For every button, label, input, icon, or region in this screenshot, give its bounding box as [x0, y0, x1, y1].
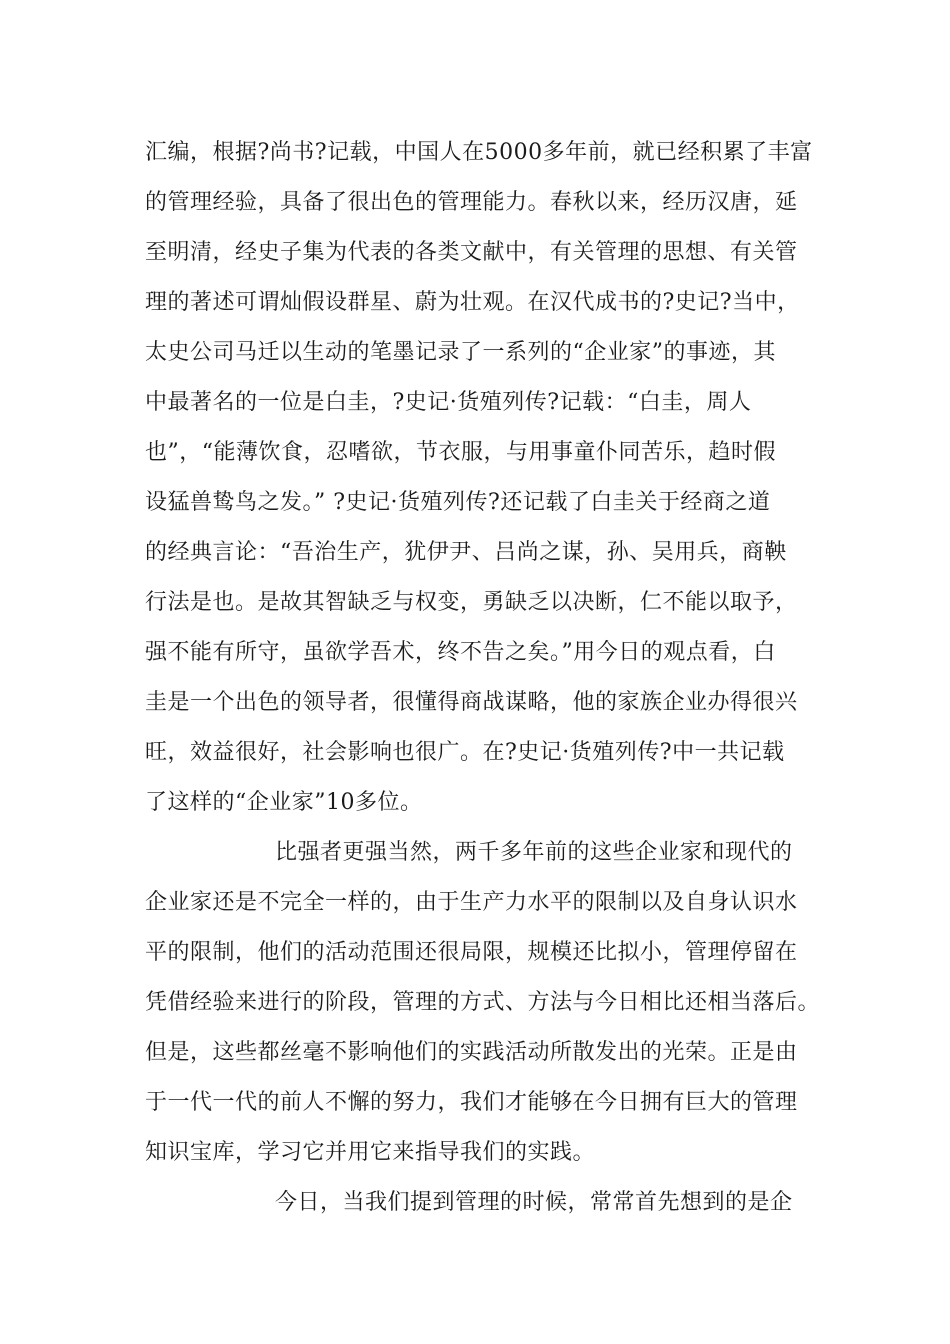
- text-line: 企业家还是不完全一样的，由于生产力水平的限制以及自身认识水: [145, 890, 798, 915]
- text-line: 的经典言论：“吾治生产，犹伊尹、吕尚之谋，孙、吴用兵，商鞅: [145, 540, 787, 565]
- text-line: 行法是也。是故其智缺乏与权变，勇缺乏以决断，仁不能以取予，: [145, 590, 798, 615]
- text-line: 圭是一个出色的领导者，很懂得商战谋略，他的家族企业办得很兴: [145, 690, 798, 715]
- text-line: 了这样的“企业家”10多位。: [145, 790, 423, 815]
- text-line: 强不能有所守，虽欲学吾术，终不告之矣。”用今日的观点看，白: [145, 640, 776, 665]
- text-line: 于一代一代的前人不懈的努力，我们才能够在今日拥有巨大的管理: [145, 1090, 798, 1115]
- text-line: 太史公司马迁以生动的笔墨记录了一系列的“企业家”的事迹，其: [145, 340, 776, 365]
- text-line: 的管理经验，具备了很出色的管理能力。春秋以来，经历汉唐，延: [145, 190, 798, 215]
- text-line: 中最著名的一位是白圭，?史记·货殖列传?记载：“白圭，周人: [145, 390, 752, 415]
- text-line: 但是，这些都丝毫不影响他们的实践活动所散发出的光荣。正是由: [145, 1040, 798, 1065]
- text-line: 平的限制，他们的活动范围还很局限，规模还比拟小，管理停留在: [145, 940, 798, 965]
- text-line: 旺，效益很好，社会影响也很广。在?史记·货殖列传?中一共记载: [145, 740, 785, 765]
- text-line: 理的著述可谓灿假设群星、蔚为壮观。在汉代成书的?史记?当中，: [145, 290, 800, 315]
- text-line: 汇编，根据?尚书?记载，中国人在5000多年前，就已经积累了丰富: [145, 140, 813, 165]
- text-line: 设猛兽鸷鸟之发。” ?史记·货殖列传?还记载了白圭关于经商之道: [145, 490, 771, 515]
- text-line: 今日，当我们提到管理的时候，常常首先想到的是企: [275, 1190, 793, 1215]
- text-line: 知识宝库，学习它并用它来指导我们的实践。: [145, 1140, 596, 1165]
- text-line: 凭借经验来进行的阶段，管理的方式、方法与今日相比还相当落后。: [145, 990, 821, 1015]
- text-line: 至明清，经史子集为代表的各类文献中，有关管理的思想、有关管: [145, 240, 798, 265]
- text-line: 也”，“能薄饮食，忍嗜欲，节衣服，与用事童仆同苦乐，趋时假: [145, 440, 776, 465]
- text-line: 比强者更强当然，两千多年前的这些企业家和现代的: [275, 840, 793, 865]
